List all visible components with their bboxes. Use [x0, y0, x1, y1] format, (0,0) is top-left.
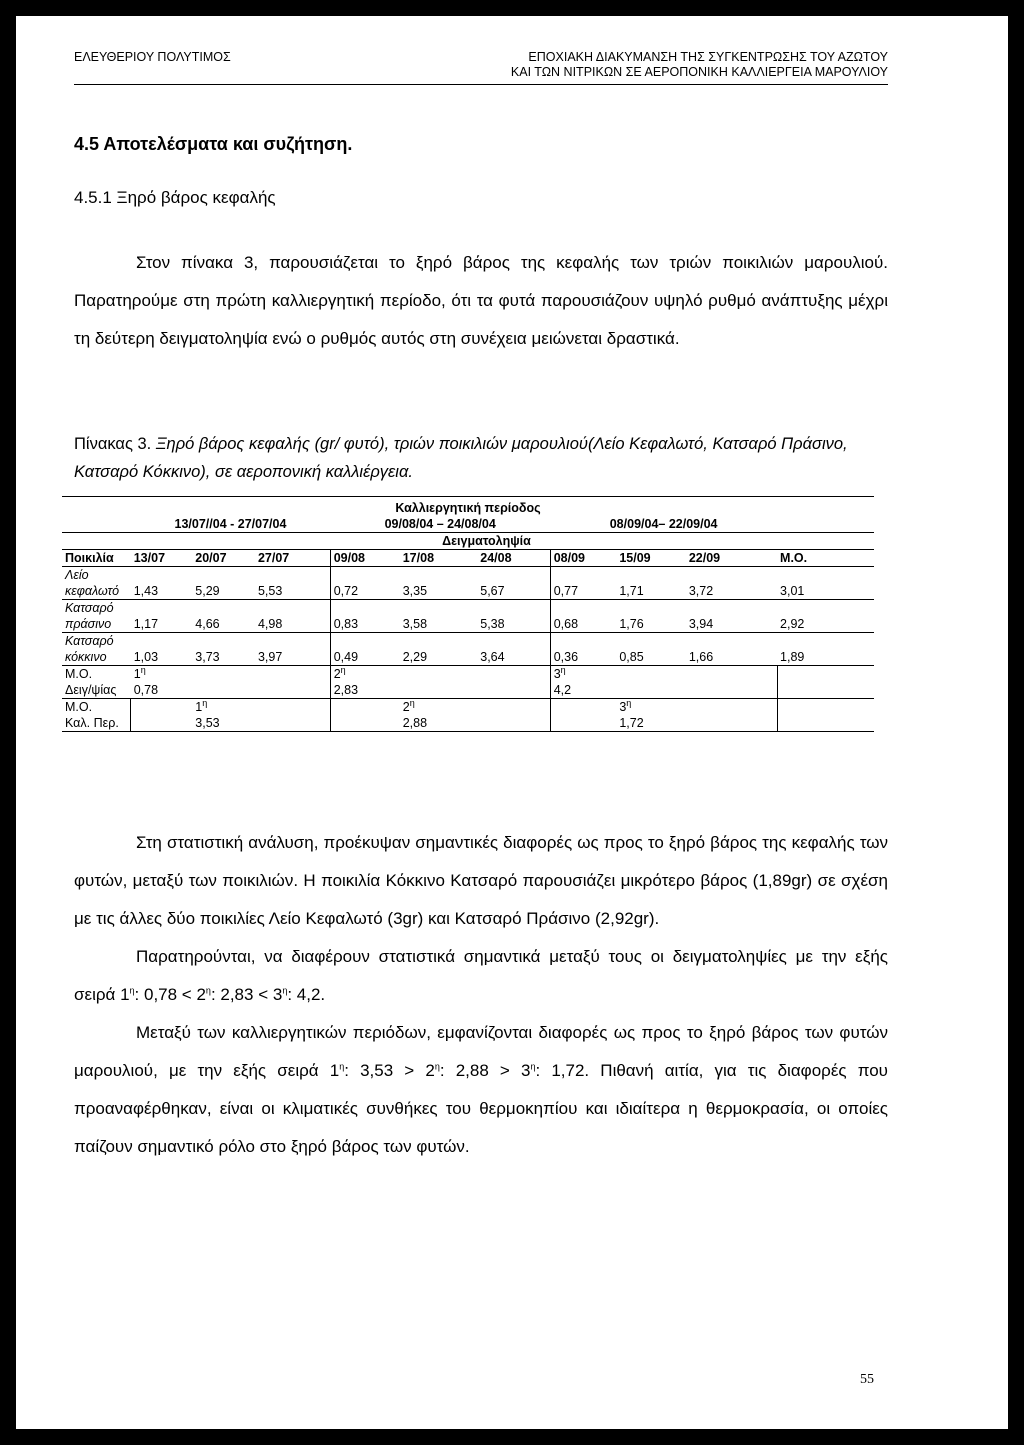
- sampling-header: Δειγματοληψία: [62, 533, 874, 550]
- date-cell: 08/09: [550, 550, 616, 567]
- period-mean-value: 3,53: [192, 715, 255, 732]
- discussion-paragraph-1: Στη στατιστική ανάλυση, προέκυψαν σημαντικές διαφορές ως προς το ξηρό βάρος της κεφαλής των φυτών, μεταξύ των ποικιλιών. Η ποικιλία Κόκκινο Κατσαρό παρουσιάζει μικρότερο βάρος (1,89gr) σε σχέση με τις άλλες δύο ποικιλίες Λείο Κεφαλωτό (3gr) και Κατσαρό Πράσινο (2,92gr).: [74, 833, 888, 928]
- header-title: [416, 50, 888, 80]
- variety-name: πράσινο: [62, 616, 131, 633]
- date-cell: 17/08: [400, 550, 478, 567]
- period-mean-value: 1,72: [616, 715, 686, 732]
- variety-name: κεφαλωτό: [62, 583, 131, 600]
- discussion: [74, 824, 888, 1166]
- header-author: ΕΛΕΥΘΕΡΙΟΥ ΠΟΛΥΤΙΜΟΣ: [74, 50, 231, 64]
- subsection-title: 4.5.1 Ξηρό βάρος κεφαλής: [74, 188, 276, 207]
- value-cell: 3,94: [686, 616, 777, 633]
- sampling-ordinal: $1^\eta$: [133, 664, 146, 681]
- variety-name: Κατσαρό: [65, 634, 114, 648]
- section-title: 4.5 Αποτελέσματα και συζήτηση.: [74, 134, 353, 154]
- date-cell: 09/08: [330, 550, 400, 567]
- page-number: 55: [860, 1372, 874, 1387]
- value-cell: 5,29: [192, 583, 255, 600]
- table-row: [62, 600, 874, 617]
- value-cell: 3,35: [400, 583, 478, 600]
- value-cell: 5,67: [477, 583, 550, 600]
- date-cell: 22/09: [686, 550, 777, 567]
- period-mean-label: Καλ. Περ.: [62, 715, 131, 732]
- period-mean-values-row: [62, 715, 874, 732]
- value-cell: 1,43: [131, 583, 193, 600]
- sampling-mean-value: 4,2: [550, 682, 616, 699]
- sampling-ordinal: $2^\eta$: [330, 666, 400, 683]
- table-row: [62, 649, 874, 666]
- mean-cell: 2,92: [777, 616, 874, 633]
- sampling-mean-label: Μ.Ο.: [65, 667, 93, 681]
- variety-name: Λείο: [65, 568, 89, 582]
- period-ordinal: $2^\eta$: [402, 697, 415, 714]
- value-cell: 3,97: [255, 649, 330, 666]
- value-cell: 1,17: [131, 616, 193, 633]
- value-cell: 2,29: [400, 649, 478, 666]
- discussion-paragraph-2: Παρατηρούνται, να διαφέρουν στατιστικά σημαντικά μεταξύ τους οι δειγματοληψίες με την εξής σειρά $1^\eta$: $0,78 < 2^\eta$: $2,83 < 3^\eta$: 4,2.: [74, 947, 888, 1004]
- table-caption: [74, 430, 888, 486]
- value-cell: 3,72: [686, 583, 777, 600]
- date-cell: 20/07: [192, 550, 255, 567]
- value-cell: 1,76: [616, 616, 686, 633]
- sampling-mean-values-row: [62, 682, 874, 699]
- value-cell: 4,98: [255, 616, 330, 633]
- value-cell: 0,85: [616, 649, 686, 666]
- mean-header: Μ.Ο.: [777, 550, 874, 567]
- header-divider: [74, 84, 888, 85]
- table-row: [62, 583, 874, 600]
- value-cell: 0,83: [330, 616, 400, 633]
- value-cell: 3,58: [400, 616, 478, 633]
- sampling-mean-label: Δειγ/ψίας: [62, 682, 131, 699]
- value-cell: 0,72: [330, 583, 400, 600]
- value-cell: 4,66: [192, 616, 255, 633]
- results-table: [62, 496, 874, 732]
- value-cell: 3,64: [477, 649, 550, 666]
- sampling-mean-value: 2,83: [330, 682, 400, 699]
- period-ordinal: $1^\eta$: [195, 697, 208, 714]
- intro-paragraph: [74, 244, 888, 358]
- variety-header: Ποικιλία: [62, 550, 131, 567]
- period-ordinal: $3^\eta$: [619, 697, 632, 714]
- sampling-header-row: [62, 533, 874, 550]
- value-cell: 0,77: [550, 583, 616, 600]
- header-title-line-2: ΚΑΙ ΤΩΝ ΝΙΤΡΙΚΩΝ ΣΕ ΑΕΡΟΠΟΝΙΚΗ ΚΑΛΛΙΕΡΓΕΙΑ ΜΑΡΟΥΛΙΟΥ: [510, 65, 888, 79]
- value-cell: 1,71: [616, 583, 686, 600]
- period-mean-row: [62, 699, 874, 716]
- document-page: [16, 16, 1008, 1429]
- discussion-paragraph-3: Μεταξύ των καλλιεργητικών περιόδων, εμφανίζονται διαφορές ως προς το ξηρό βάρος των φυτών μαρουλιού, με την εξής σειρά $1^\eta$: $3,53 > 2^\eta$: $2,88 > 3^\eta$: 1,72. Πιθανή αιτία, για τις διαφορές που προαναφέρθηκαν, είναι οι κλιματικές συνθήκες του θερμοκηπίου και ιδιαίτερα η θερμοκρασία, οι οποίες παίζουν σημαντικό ρόλο στο ξηρό βάρος των φυτών.: [74, 1023, 888, 1156]
- period-mean-value: 2,88: [400, 715, 478, 732]
- table-row: [62, 616, 874, 633]
- period-3: 08/09/04– 22/09/04: [609, 517, 718, 531]
- variety-name: Κατσαρό: [65, 601, 114, 615]
- table-row: [62, 633, 874, 650]
- value-cell: 0,36: [550, 649, 616, 666]
- period-1: 13/07//04 - 27/07/04: [174, 517, 287, 531]
- intro-text: Στον πίνακα 3, παρουσιάζεται το ξηρό βάρος της κεφαλής των τριών ποικιλιών μαρουλιού. Παρατηρούμε στη πρώτη καλλιεργητική περίοδο, ότι τα φυτά παρουσιάζουν υψηλό ρυθμό ανάπτυξης μέχρι τη δεύτερη δειγματοληψία ενώ ο ρυθμός αυτός στη συνέχεια μειώνεται δραστικά.: [74, 253, 888, 348]
- value-cell: 1,66: [686, 649, 777, 666]
- value-cell: 1,03: [131, 649, 193, 666]
- date-cell: 24/08: [477, 550, 550, 567]
- period-header: Καλλιεργητική περίοδος: [62, 497, 874, 517]
- sampling-mean-value: 0,78: [131, 682, 193, 699]
- date-cell: 13/07: [131, 550, 193, 567]
- sampling-mean-row: [62, 666, 874, 683]
- period-2: 09/08/04 – 24/08/04: [384, 517, 496, 531]
- value-cell: 0,49: [330, 649, 400, 666]
- caption-label: Πίνακας 3.: [74, 435, 152, 453]
- sampling-ordinal: $3^\eta$: [550, 666, 616, 683]
- mean-cell: 3,01: [777, 583, 874, 600]
- variety-name: κόκκινο: [62, 649, 131, 666]
- value-cell: 5,53: [255, 583, 330, 600]
- mean-cell: 1,89: [777, 649, 874, 666]
- date-cell: 15/09: [616, 550, 686, 567]
- date-cell: 27/07: [255, 550, 330, 567]
- value-cell: 5,38: [477, 616, 550, 633]
- table-row: [62, 567, 874, 584]
- header-title-line-1: ΕΠΟΧΙΑΚΗ ΔΙΑΚΥΜΑΝΣΗ ΤΗΣ ΣΥΓΚΕΝΤΡΩΣΗΣ ΤΟΥ ΑΖΩΤΟΥ: [528, 50, 888, 64]
- period-dates-row: [62, 516, 874, 533]
- dates-row: [62, 550, 874, 567]
- period-header-row: [62, 497, 874, 517]
- caption-text: Ξηρό βάρος κεφαλής (gr/ φυτό), τριών ποικιλιών μαρουλιού(Λείο Κεφαλωτό, Κατσαρό Πράσινο, Κατσαρό Κόκκινο), σε αεροπονική καλλιέργεια.: [74, 435, 848, 481]
- value-cell: 0,68: [550, 616, 616, 633]
- value-cell: 3,73: [192, 649, 255, 666]
- period-mean-label: Μ.Ο.: [65, 700, 93, 714]
